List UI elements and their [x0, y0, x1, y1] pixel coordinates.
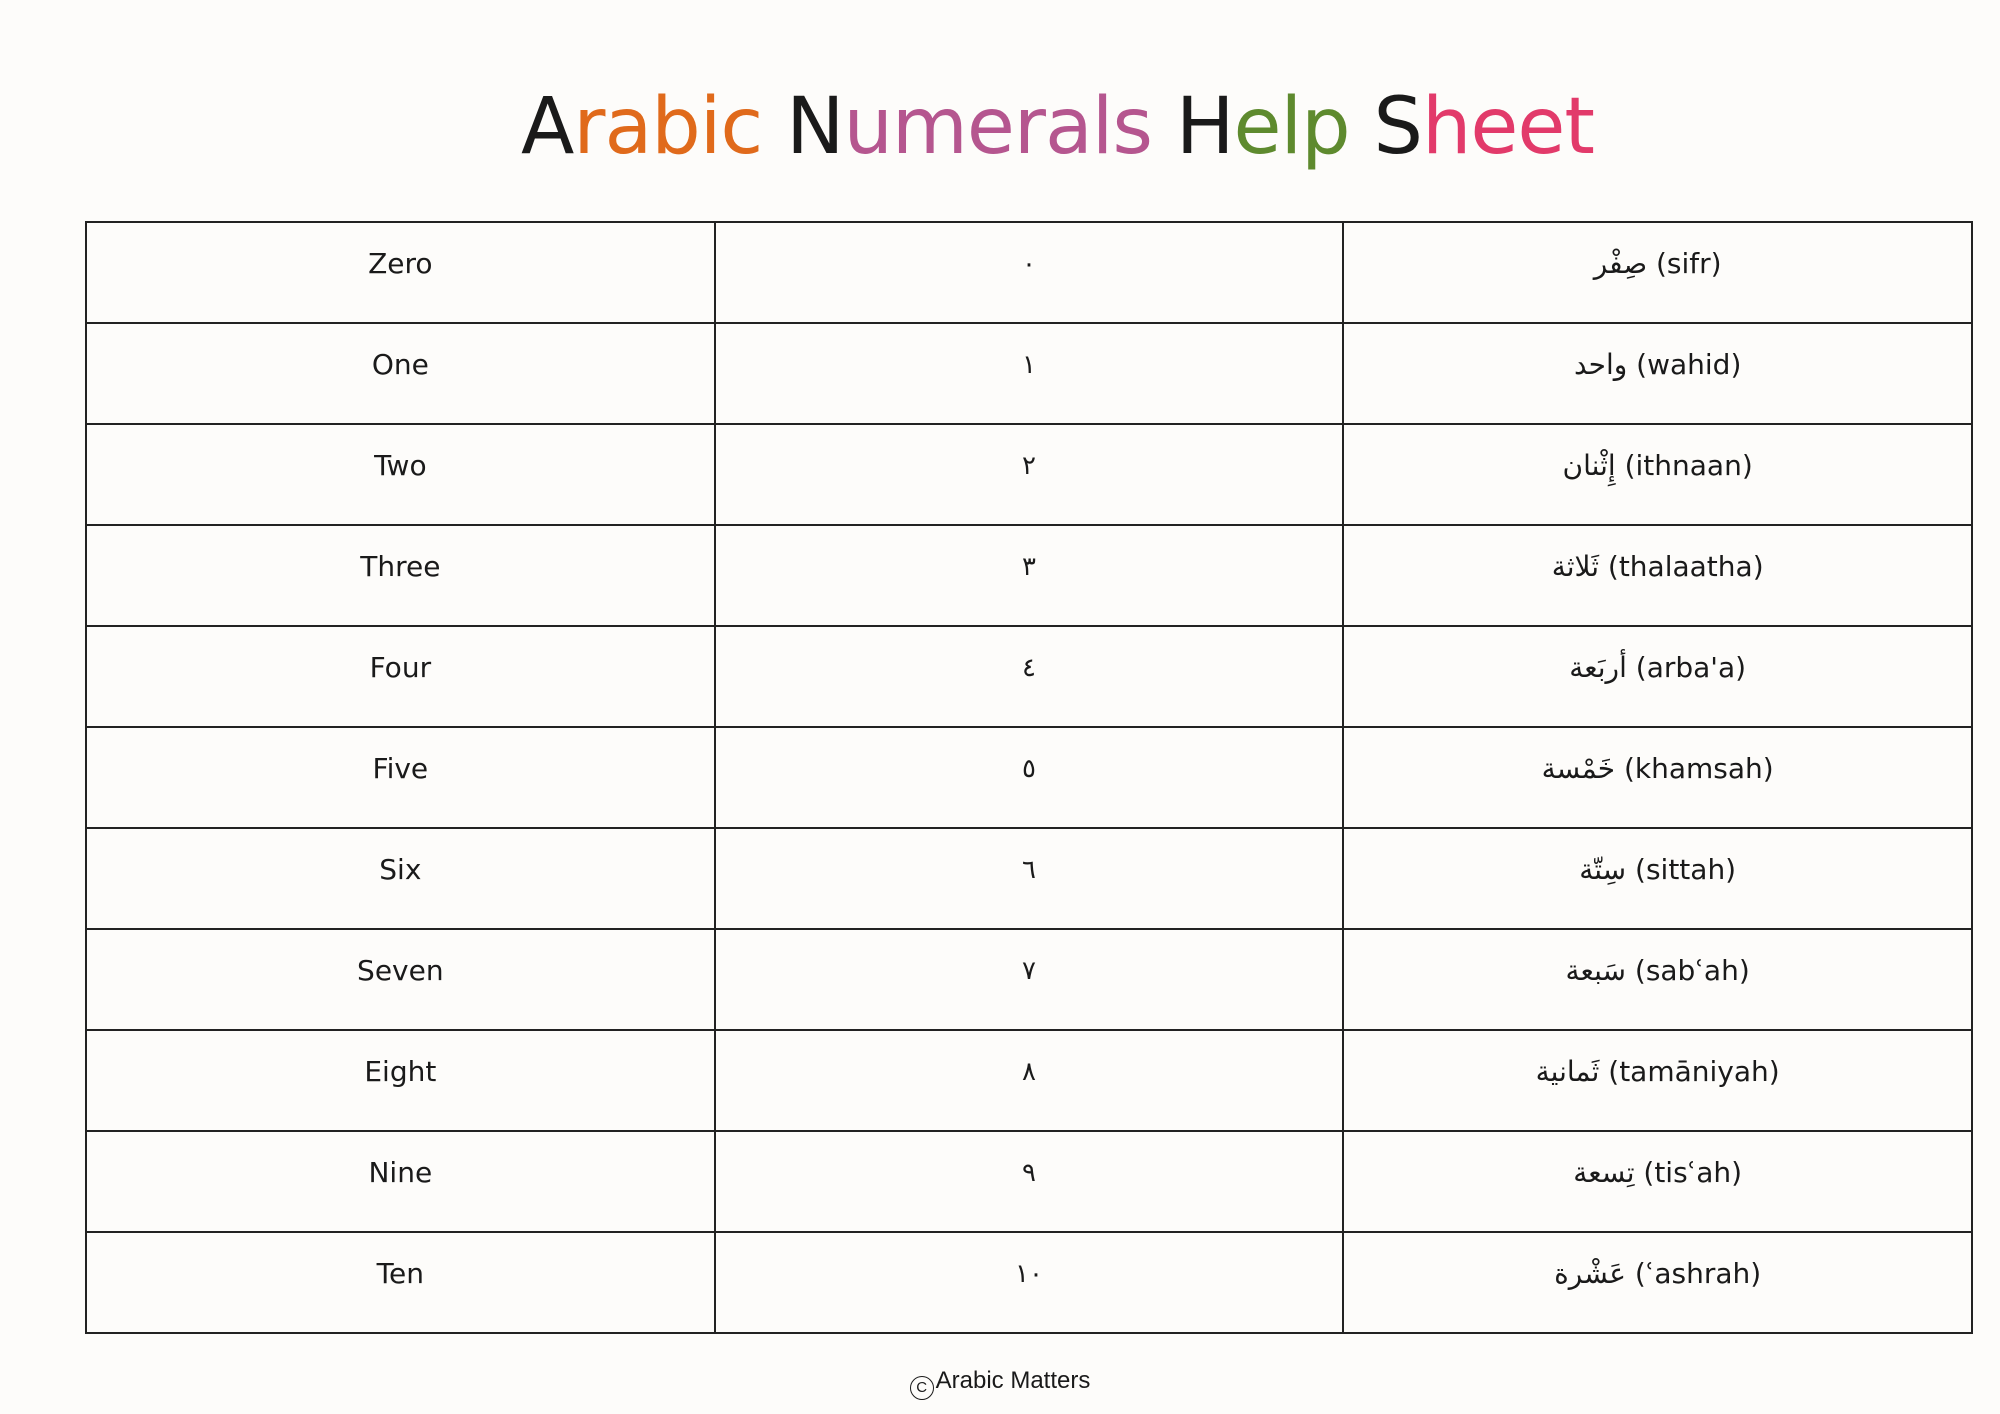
table-row	[86, 1030, 1972, 1131]
english-name: One	[371, 348, 429, 381]
title-segment: N	[786, 82, 844, 172]
transliteration: (tisʿah)	[1643, 1156, 1743, 1189]
english-name: Two	[374, 449, 427, 482]
table-row	[86, 727, 1972, 828]
arabic-digit: ٣	[1022, 552, 1036, 582]
english-name: Nine	[368, 1156, 433, 1189]
digit-cell	[715, 323, 1344, 424]
table-row	[86, 626, 1972, 727]
transliteration: (ithnaan)	[1624, 449, 1753, 482]
english-cell	[86, 626, 715, 727]
english-name: Eight	[364, 1055, 437, 1088]
digit-cell	[715, 525, 1344, 626]
digit-cell	[715, 1131, 1344, 1232]
table-row	[86, 424, 1972, 525]
english-name: Ten	[376, 1257, 424, 1290]
word-cell	[1343, 222, 1972, 323]
english-name: Three	[360, 550, 441, 583]
word-cell	[1343, 323, 1972, 424]
title-segment: heet	[1421, 82, 1594, 172]
title-segment: elp	[1233, 82, 1374, 172]
english-cell	[86, 1131, 715, 1232]
arabic-digit: ٢	[1022, 451, 1036, 481]
word-cell	[1343, 1131, 1972, 1232]
word-cell	[1343, 1030, 1972, 1131]
arabic-word: سِتّة	[1579, 853, 1627, 886]
word-cell	[1343, 727, 1972, 828]
arabic-word: خَمْسة	[1541, 752, 1616, 785]
english-cell	[86, 323, 715, 424]
transliteration: (sittah)	[1635, 853, 1737, 886]
english-cell	[86, 424, 715, 525]
arabic-word: صِفْر	[1593, 247, 1648, 280]
english-cell	[86, 929, 715, 1030]
footer-credit	[0, 1366, 2000, 1400]
digit-cell	[715, 1030, 1344, 1131]
arabic-word: عَشْرة	[1554, 1257, 1626, 1290]
table-row	[86, 222, 1972, 323]
page-title	[0, 72, 2000, 182]
digit-cell	[715, 929, 1344, 1030]
digit-cell	[715, 626, 1344, 727]
arabic-word: إِثْنان	[1562, 449, 1616, 482]
english-cell	[86, 828, 715, 929]
transliteration: (thalaatha)	[1607, 550, 1764, 583]
english-name: Zero	[368, 247, 433, 280]
title-segment: S	[1373, 82, 1422, 172]
english-cell	[86, 1030, 715, 1131]
word-cell	[1343, 424, 1972, 525]
transliteration: (ʿashrah)	[1634, 1257, 1762, 1290]
word-cell	[1343, 626, 1972, 727]
table-row	[86, 525, 1972, 626]
transliteration: (tamāniyah)	[1608, 1055, 1780, 1088]
arabic-word: سَبعة	[1565, 954, 1626, 987]
word-cell	[1343, 929, 1972, 1030]
transliteration: (khamsah)	[1623, 752, 1774, 785]
arabic-digit: ٩	[1022, 1158, 1036, 1188]
english-name: Seven	[357, 954, 444, 987]
arabic-word: واحد	[1573, 348, 1628, 381]
title-segment: A	[521, 82, 574, 172]
word-cell	[1343, 1232, 1972, 1333]
arabic-digit: ٨	[1022, 1057, 1036, 1087]
arabic-word: أربَعة	[1569, 651, 1627, 684]
english-name: Five	[372, 752, 429, 785]
arabic-digit: ٧	[1022, 956, 1036, 986]
transliteration: (sabʿah)	[1634, 954, 1750, 987]
table-row	[86, 1131, 1972, 1232]
digit-cell	[715, 828, 1344, 929]
title-segment: umerals	[843, 82, 1176, 172]
word-cell	[1343, 828, 1972, 929]
arabic-word: ثَمانية	[1535, 1055, 1600, 1088]
arabic-digit: ٦	[1022, 855, 1036, 885]
english-name: Four	[369, 651, 432, 684]
english-cell	[86, 1232, 715, 1333]
arabic-digit: ١	[1022, 350, 1036, 380]
table-row	[86, 929, 1972, 1030]
numerals-table	[85, 221, 1973, 1334]
transliteration: (arba'a)	[1635, 651, 1747, 684]
title-segment: H	[1175, 82, 1234, 172]
english-cell	[86, 222, 715, 323]
digit-cell	[715, 1232, 1344, 1333]
digit-cell	[715, 222, 1344, 323]
arabic-word: ثَلاثة	[1551, 550, 1599, 583]
table-row	[86, 828, 1972, 929]
digit-cell	[715, 727, 1344, 828]
copyright-icon: C	[910, 1376, 934, 1400]
arabic-digit: ٠	[1022, 249, 1036, 279]
arabic-digit: ٤	[1022, 653, 1036, 683]
english-cell	[86, 525, 715, 626]
arabic-word: تِسعة	[1573, 1156, 1635, 1189]
table-row	[86, 323, 1972, 424]
table-row	[86, 1232, 1972, 1333]
english-name: Six	[379, 853, 422, 886]
arabic-digit: ١٠	[1015, 1259, 1043, 1289]
title-segment: rabic	[573, 82, 787, 172]
word-cell	[1343, 525, 1972, 626]
arabic-digit: ٥	[1022, 754, 1036, 784]
english-cell	[86, 727, 715, 828]
footer-text: Arabic Matters	[935, 1367, 1091, 1394]
transliteration: (sifr)	[1656, 247, 1722, 280]
digit-cell	[715, 424, 1344, 525]
transliteration: (wahid)	[1636, 348, 1742, 381]
